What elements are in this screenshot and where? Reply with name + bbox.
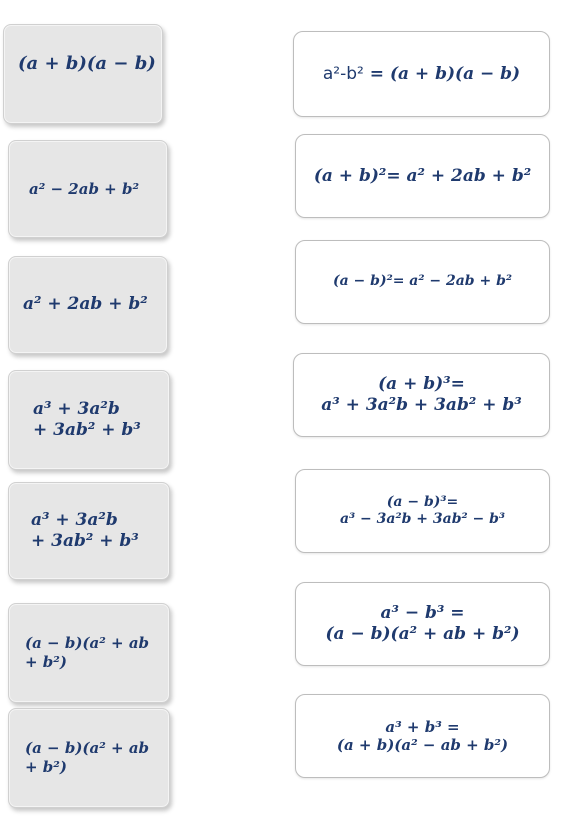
formula-target-3[interactable]: [295, 240, 550, 324]
answer-card-7[interactable]: [8, 708, 170, 808]
formula-line: (a − b)(a² + ab + b²): [325, 624, 520, 644]
answer-card-line: + 3ab² + b³: [31, 531, 139, 551]
answer-card-text: (a + b)(a − b): [18, 53, 156, 74]
formula-text: (a + b)²= a² + 2ab + b²: [313, 165, 532, 186]
formula-target-7[interactable]: [295, 694, 550, 778]
formula-text: [337, 718, 508, 755]
formula-prefix: a²-b²: [322, 63, 364, 84]
formula-target-4[interactable]: [293, 353, 550, 437]
formula-target-6[interactable]: [295, 582, 550, 666]
answer-card-line: a³ + 3a²b: [31, 509, 118, 530]
formula-line: (a + b)³=: [378, 374, 465, 395]
formula-text: [323, 64, 520, 85]
answer-card-line: a³ + 3a²b: [33, 398, 120, 419]
answer-card-6[interactable]: [8, 603, 170, 703]
formula-line: (a − b)³=: [386, 493, 459, 510]
answer-card-5[interactable]: [8, 482, 170, 580]
answer-card-text: [33, 399, 141, 442]
answer-card-text: [25, 739, 149, 777]
answer-card-line: + b²): [25, 758, 67, 776]
formula-line: a³ − 3a²b + 3ab² − b³: [339, 511, 506, 527]
answer-card-text: a² + 2ab + b²: [23, 294, 148, 315]
answer-card-3[interactable]: [8, 256, 168, 354]
answer-card-text: a² − 2ab + b²: [29, 179, 140, 198]
formula-text: [321, 374, 521, 415]
answer-card-1[interactable]: [3, 24, 163, 124]
formula-text: [340, 494, 505, 528]
answer-card-4[interactable]: [8, 370, 170, 470]
formula-target-1[interactable]: [293, 31, 550, 117]
formula-rest: = (a + b)(a − b): [363, 63, 521, 84]
answer-card-line: (a − b)(a² + ab: [25, 634, 150, 653]
formula-line: (a + b)(a² − ab + b²): [336, 736, 509, 754]
answer-card-line: + 3ab² + b³: [33, 420, 141, 440]
formula-line: a³ + b³ =: [385, 717, 460, 736]
answer-card-text: [25, 634, 149, 672]
formula-target-2[interactable]: [295, 134, 550, 218]
formula-line: a³ + 3a²b + 3ab² + b³: [321, 395, 522, 415]
answer-card-line: (a − b)(a² + ab: [25, 739, 150, 758]
answer-card-text: [31, 510, 139, 553]
answer-card-line: + b²): [25, 653, 67, 671]
formula-line: a³ − b³ =: [380, 603, 465, 624]
formula-text: (a − b)²= a² − 2ab + b²: [332, 273, 512, 290]
answer-card-2[interactable]: [8, 140, 168, 238]
formula-target-5[interactable]: [295, 469, 550, 553]
formula-text: [325, 603, 519, 644]
